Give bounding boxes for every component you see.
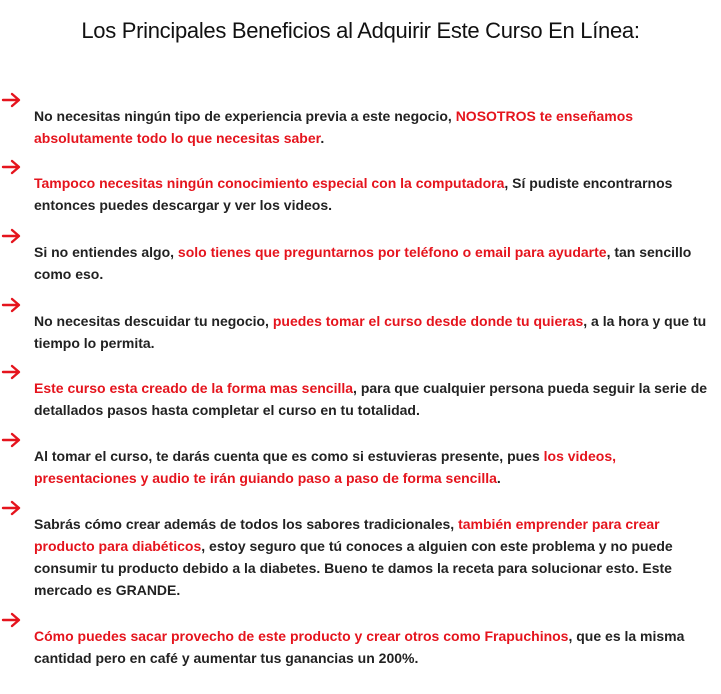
- benefit-highlight-text: los videos, presentaciones y audio te irán guiando paso a paso de forma sencilla: [34, 448, 616, 486]
- benefit-text: [34, 513, 718, 601]
- benefit-text: [34, 377, 718, 421]
- benefit-highlight-text: Cómo puedes sacar provecho de este producto y crear otros como Frapuchinos: [34, 628, 569, 644]
- red-arrow-icon: [1, 296, 23, 314]
- benefit-plain-text: Sabrás cómo crear además de todos los sabores tradicionales,: [34, 516, 459, 532]
- benefit-plain-text: , Sí pudiste encontrarnos entonces puedes descargar y ver los videos.: [34, 175, 673, 213]
- benefit-text: [34, 172, 718, 216]
- red-arrow-icon: [1, 611, 23, 629]
- page-title: Los Principales Beneficios al Adquirir Este Curso En Línea:: [81, 18, 640, 43]
- benefit-text: [34, 625, 718, 669]
- benefit-text: [34, 241, 718, 285]
- benefit-plain-text: , tan sencillo como eso.: [34, 244, 692, 282]
- benefit-text: [34, 310, 718, 354]
- benefit-highlight-text: puedes tomar el curso desde donde tu quieras: [272, 313, 584, 329]
- red-arrow-icon: [1, 363, 23, 381]
- benefit-plain-text: No necesitas descuidar tu negocio,: [34, 313, 273, 329]
- benefit-plain-text: .: [496, 470, 501, 486]
- red-arrow-icon: [1, 91, 23, 109]
- benefit-text: [34, 105, 718, 149]
- red-arrow-icon: [1, 227, 23, 245]
- benefit-highlight-text: también emprender para crear producto para diabéticos: [34, 516, 660, 554]
- benefit-plain-text: No necesitas ningún tipo de experiencia previa a este negocio,: [34, 108, 456, 124]
- benefit-highlight-text: Este curso esta creado de la forma mas sencilla: [34, 380, 354, 396]
- red-arrow-icon: [1, 431, 23, 449]
- benefit-plain-text: .: [320, 130, 325, 146]
- red-arrow-icon: [1, 499, 23, 517]
- benefit-plain-text: Al tomar el curso, te darás cuenta que es como si estuvieras presente, pues: [34, 448, 544, 464]
- benefit-highlight-text: solo tienes que preguntarnos por teléfono o email para ayudarte: [177, 244, 607, 260]
- benefit-highlight-text: Tampoco necesitas ningún conocimiento especial con la computadora: [34, 175, 505, 191]
- benefit-plain-text: Si no entiendes algo,: [34, 244, 178, 260]
- benefit-text: [34, 445, 718, 489]
- benefit-plain-text: , estoy seguro que tú conoces a alguien con este problema y no puede consumir tu producto debido a la diabetes. Bueno te damos la receta para solucionar esto. Este mercado es GRANDE.: [34, 538, 673, 598]
- red-arrow-icon: [1, 158, 23, 176]
- benefit-plain-text: , para que cualquier persona pueda seguir la serie de detallados pasos hasta completar el curso en tu totalidad.: [34, 380, 708, 418]
- benefit-highlight-text: NOSOTROS te enseñamos absolutamente todo lo que necesitas saber: [34, 108, 634, 146]
- benefit-plain-text: , a la hora y que tu tiempo lo permita.: [34, 313, 707, 351]
- benefit-plain-text: , que es la misma cantidad pero en café y aumentar tus ganancias un 200%.: [34, 628, 685, 666]
